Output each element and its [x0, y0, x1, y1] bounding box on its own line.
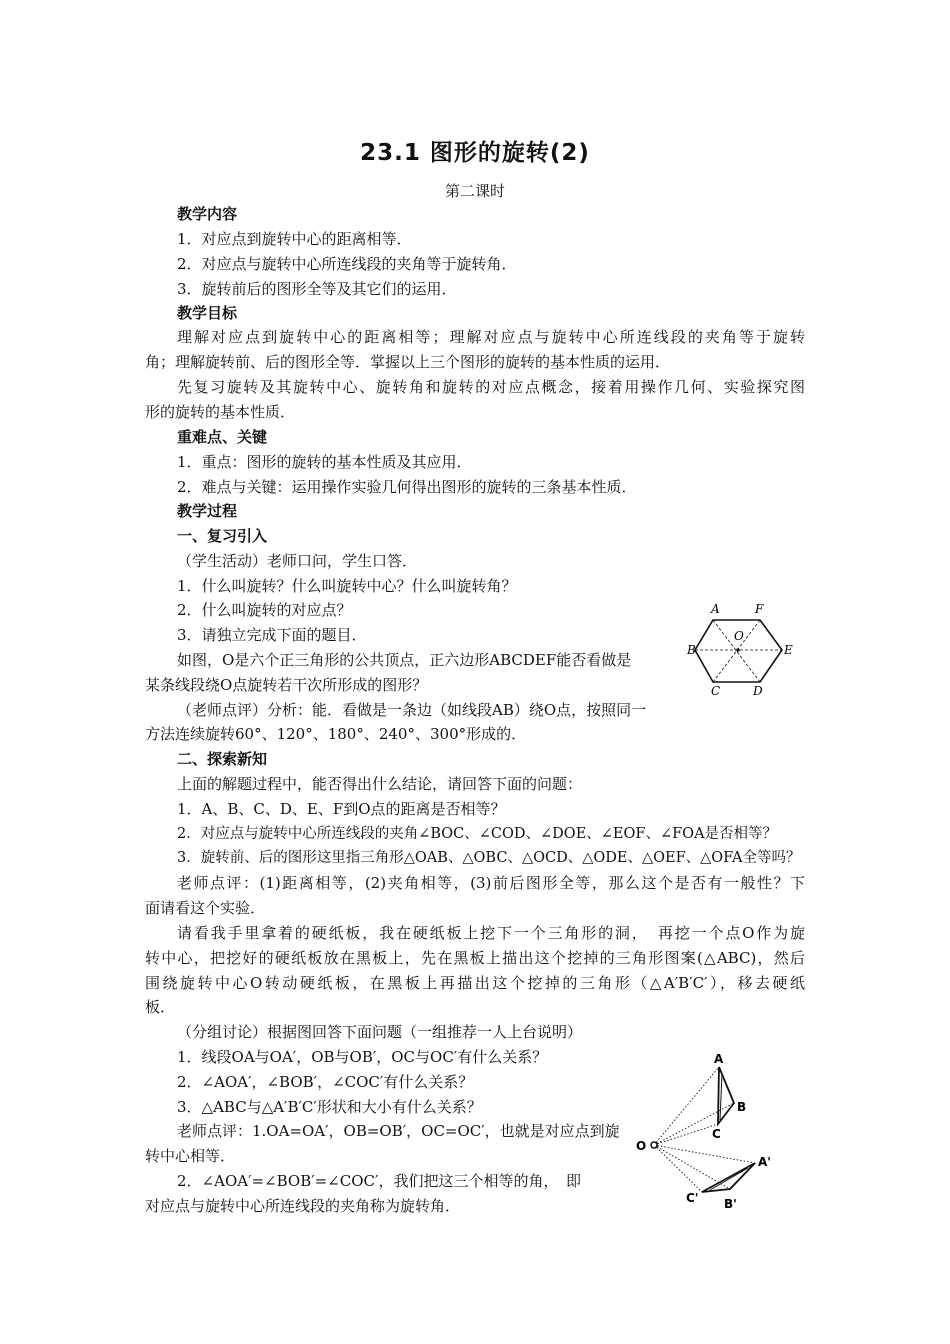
- rotation-label: B': [724, 1197, 737, 1211]
- section-heading-content: 教学内容: [177, 205, 238, 223]
- rotation-label: A: [714, 1052, 724, 1066]
- explore-line: 围绕旋转中心O转动硬纸板，在黑板上再描出这个挖掉的三角形（△A′B′C′），移去硬纸: [145, 974, 805, 992]
- explore-line: 上面的解题过程中，能否得出什么结论，请回答下面的问题：: [177, 775, 583, 793]
- explore-line: 转中心相等．: [145, 1147, 236, 1165]
- hexagon-label: F: [755, 602, 764, 616]
- explore-line: 对应点与旋转中心所连线段的夹角称为旋转角．: [145, 1197, 461, 1215]
- explore-line: 1．A、B、C、D、E、F到O点的距离是否相等？: [177, 800, 506, 818]
- key-item: 2．难点与关键：运用操作实验几何得出图形的旋转的三条基本性质．: [177, 478, 637, 496]
- hexagon-label: C: [711, 684, 721, 698]
- rotation-label: O: [636, 1139, 647, 1153]
- hexagon-label: D: [753, 684, 763, 698]
- content-item: 2．对应点与旋转中心所连线段的夹角等于旋转角．: [177, 255, 517, 273]
- rotation-center-point: [651, 1142, 657, 1148]
- page-subtitle: 第二课时: [444, 182, 505, 200]
- explore-line: 1．线段OA与OA′，OB与OB′，OC与OC′有什么关系？: [177, 1048, 548, 1066]
- review-line: （学生活动）老师口问，学生口答．: [177, 552, 418, 570]
- hexagon-center-point: [736, 648, 740, 652]
- content-item: 3．旋转前后的图形全等及其它们的运用．: [177, 280, 457, 298]
- hexagon-label: O: [734, 629, 744, 643]
- explore-line: 2．对应点与旋转中心所连线段的夹角∠BOC、∠COD、∠DOE、∠EOF、∠FOA是否相等？: [177, 826, 778, 842]
- hexagon-label: A: [711, 602, 720, 616]
- hexagon-label: B: [687, 643, 696, 657]
- review-line: （老师点评）分析：能．看做是一条边（如线段AB）绕O点，按照同一: [177, 701, 647, 719]
- review-line: 3．请独立完成下面的题目．: [177, 626, 367, 644]
- explore-line: 面请看这个实验．: [145, 899, 266, 917]
- rotation-label: C: [712, 1127, 721, 1141]
- triangle-abc-prime: [702, 1163, 755, 1192]
- review-line: 某条线段绕O点旋转若干次所形成的图形？: [145, 676, 428, 694]
- explore-line: 2．∠AOA′，∠BOB′，∠COC′有什么关系？: [177, 1073, 474, 1091]
- explore-line: 板．: [145, 998, 176, 1016]
- review-line: 如图，O是六个正三角形的公共顶点，正六边形ABCDEF能否看做是: [177, 651, 632, 669]
- rotation-figure: [630, 1050, 790, 1220]
- rotation-label: B: [737, 1100, 747, 1114]
- rotation-label: A': [758, 1155, 771, 1169]
- rotation-label: C': [686, 1191, 699, 1205]
- section-heading-goals: 教学目标: [177, 304, 238, 322]
- section-heading-process: 教学过程: [177, 502, 238, 520]
- subsection-heading-review: 一、复习引入: [177, 527, 268, 545]
- review-line: 1．什么叫旋转？什么叫旋转中心？什么叫旋转角？: [177, 577, 517, 595]
- goals-paragraph-line: 角；理解旋转前、后的图形全等．掌握以上三个图形的旋转的基本性质的运用．: [145, 353, 671, 371]
- review-line: 方法连续旋转60°、120°、180°、240°、300°形成的．: [145, 725, 527, 743]
- explore-line: 2．∠AOA′=∠BOB′=∠COC′，我们把这三个相等的角， 即: [177, 1172, 581, 1190]
- explore-line: 老师点评：1.OA=OA′，OB=OB′，OC=OC′，也就是对应点到旋: [177, 1122, 620, 1140]
- key-item: 1．重点：图形的旋转的基本性质及其应用．: [177, 453, 472, 471]
- content-item: 1．对应点到旋转中心的距离相等．: [177, 230, 412, 248]
- goals-paragraph-line: 理解对应点到旋转中心的距离相等；理解对应点与旋转中心所连线段的夹角等于旋转: [177, 328, 805, 346]
- hexagon-figure: [685, 600, 795, 700]
- explore-line: 转中心，把挖好的硬纸板放在黑板上，先在黑板上描出这个挖掉的三角形图案(△ABC)，然后: [145, 949, 805, 967]
- explore-line: 3．△ABC与△A′B′C′形状和大小有什么关系？: [177, 1098, 482, 1116]
- goals-paragraph-line: 先复习旋转及其旋转中心、旋转角和旋转的对应点概念，接着用操作几何、实验探究图: [177, 378, 805, 396]
- explore-line: 请看我手里拿着的硬纸板，我在硬纸板上挖下一个三角形的洞， 再挖一个点O作为旋: [177, 924, 805, 942]
- subsection-heading-explore: 二、探索新知: [177, 750, 268, 768]
- explore-line: （分组讨论）根据图回答下面问题（一组推荐一人上台说明）: [177, 1023, 583, 1041]
- explore-line: 老师点评：(1)距离相等，(2)夹角相等，(3)前后图形全等，那么这个是否有一般性？下: [177, 874, 805, 892]
- hexagon-label: E: [784, 643, 793, 657]
- goals-paragraph-line: 形的旋转的基本性质．: [145, 403, 296, 421]
- explore-line: 3．旋转前、后的图形这里指三角形△OAB、△OBC、△OCD、△ODE、△OEF、△OFA全等吗？: [177, 850, 801, 866]
- page-title: 23.1 图形的旋转(2): [360, 140, 590, 166]
- review-line: 2．什么叫旋转的对应点？: [177, 601, 352, 619]
- section-heading-key: 重难点、关键: [177, 428, 268, 446]
